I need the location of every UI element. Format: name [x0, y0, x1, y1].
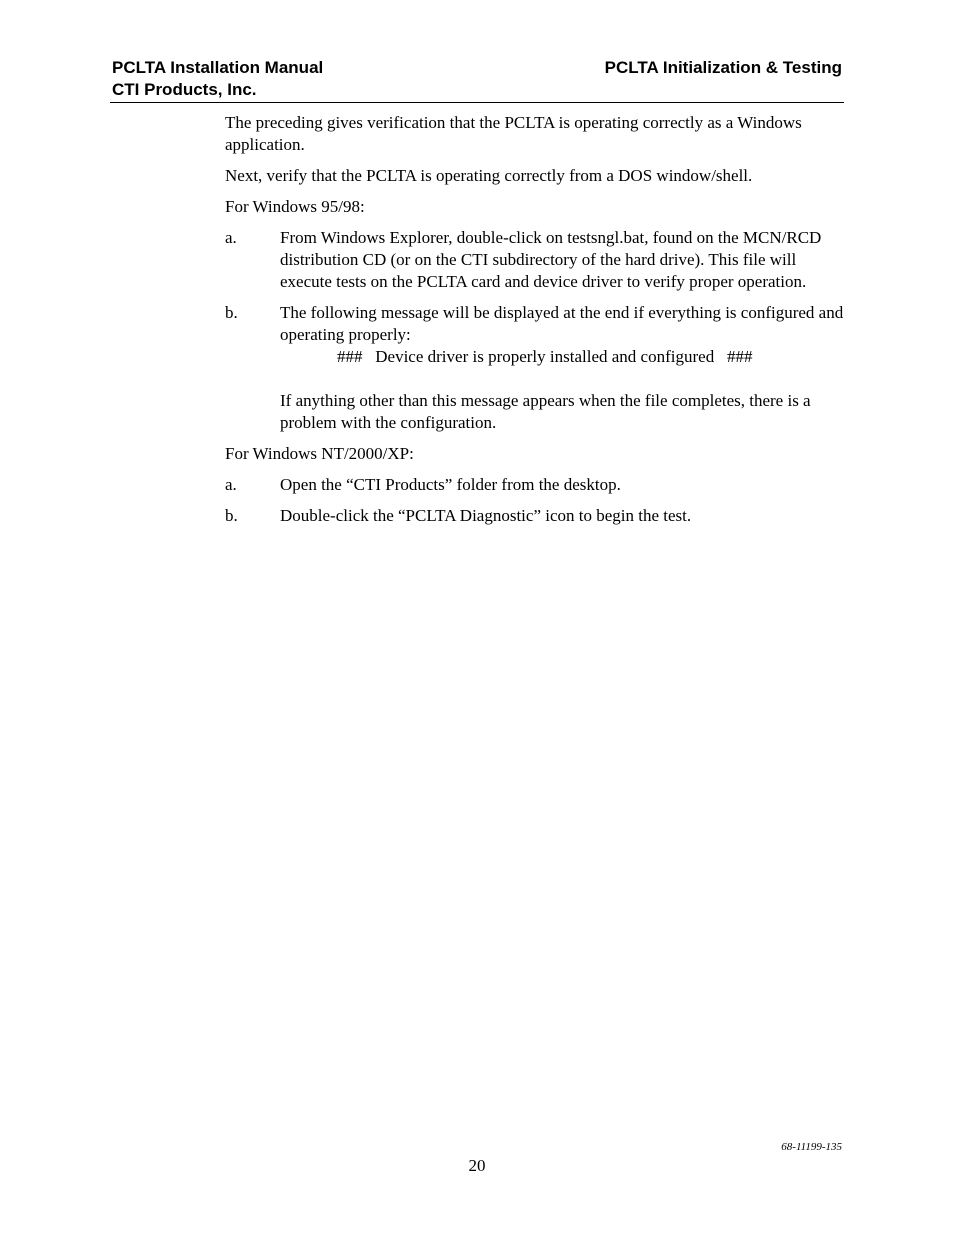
document-number: 68-11199-135: [781, 1141, 842, 1153]
list-item: [225, 474, 845, 496]
manual-title: PCLTA Installation Manual: [112, 58, 324, 77]
list-label: b.: [225, 506, 238, 525]
page-body: [225, 112, 845, 536]
page-number: 20: [468, 1156, 486, 1175]
dos-paragraph: Next, verify that the PCLTA is operating correctly from a DOS window/shell.: [225, 166, 753, 185]
list-text: Open the “CTI Products” folder from the desktop.: [280, 475, 621, 494]
list-followup: If anything other than this message appears when the file completes, there is a problem with the configuration.: [280, 391, 811, 432]
list-item: [225, 505, 845, 527]
list-item: [225, 227, 845, 293]
success-message: ### Device driver is properly installed and configured ###: [337, 347, 753, 366]
list-label: a.: [225, 475, 237, 494]
list-text-block: [280, 302, 845, 434]
list-text: From Windows Explorer, double-click on testsngl.bat, found on the MCN/RCD distribution CD (or on the CTI subdirectory of the hard drive). This file will execute tests on the PCLTA card and device driver to verify proper operation.: [280, 228, 822, 291]
intro-paragraph: The preceding gives verification that the PCLTA is operating correctly as a Windows application.: [225, 113, 802, 154]
list-item: [225, 302, 845, 434]
section-title: PCLTA Initialization & Testing: [604, 58, 842, 77]
list-text: The following message will be displayed at the end if everything is configured and operating properly:: [280, 303, 844, 344]
win9x-heading: For Windows 95/98:: [225, 197, 365, 216]
company-name: CTI Products, Inc.: [112, 80, 257, 99]
list-label: b.: [225, 303, 238, 322]
list-label: a.: [225, 228, 237, 247]
header-left: [112, 57, 323, 101]
winnt-heading: For Windows NT/2000/XP:: [225, 444, 414, 463]
header-divider: [110, 102, 844, 103]
list-text: Double-click the “PCLTA Diagnostic” icon to begin the test.: [280, 506, 692, 525]
